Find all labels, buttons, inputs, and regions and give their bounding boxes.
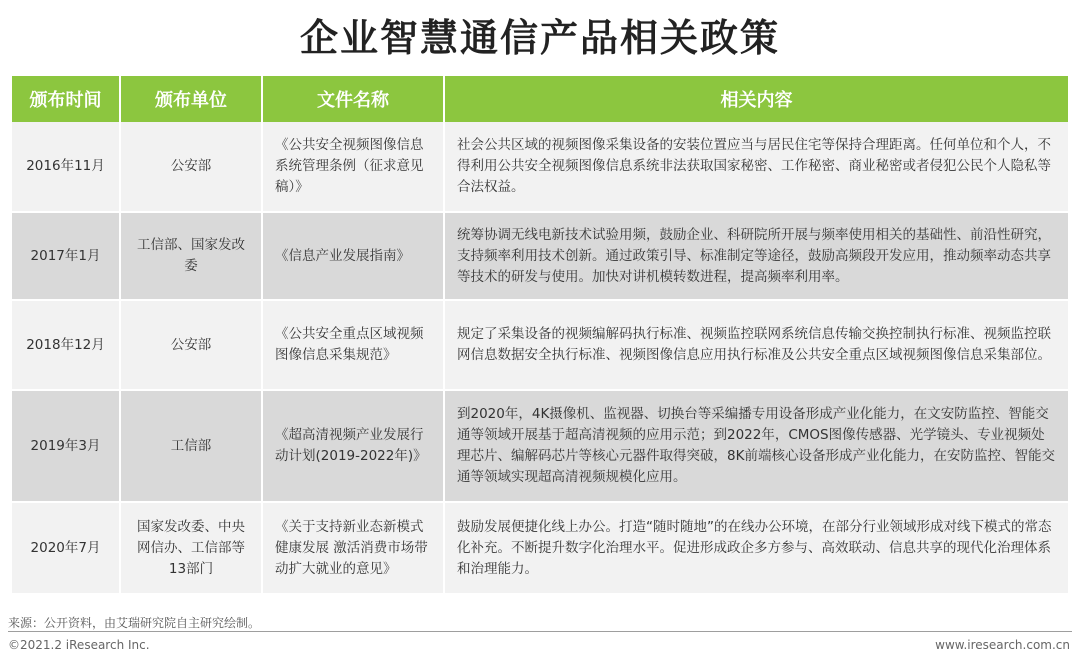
policy-table	[12, 76, 1068, 595]
table-row	[12, 300, 1068, 390]
table-header-row	[12, 76, 1068, 122]
footer-divider	[8, 631, 1072, 632]
source-note: 来源：公开资料，由艾瑞研究院自主研究绘制。	[8, 616, 261, 630]
row-doc: 《关于支持新业态新模式健康发展 激活消费市场带动扩大就业的意见》	[262, 502, 444, 594]
row-unit: 公安部	[120, 300, 262, 390]
row-doc: 《超高清视频产业发展行动计划(2019-2022年)》	[262, 390, 444, 502]
header-content: 相关内容	[444, 76, 1068, 122]
row-date: 2019年3月	[12, 390, 120, 502]
row-content: 统筹协调无线电新技术试验用频，鼓励企业、科研院所开展与频率使用相关的基础性、前沿性研究，支持频率利用技术创新。通过政策引导、标准制定等途径，鼓励高频段开发应用，推动频率动态共享等技术的研发与使用。加快对讲机模转数进程，提高频率利用率。	[444, 212, 1068, 300]
row-date: 2018年12月	[12, 300, 120, 390]
row-content: 规定了采集设备的视频编解码执行标准、视频监控联网系统信息传输交换控制执行标准、视频监控联网信息数据安全执行标准、视频图像信息应用执行标准及公共安全重点区域视频图像信息采集部位。	[444, 300, 1068, 390]
table-row	[12, 212, 1068, 300]
table-row	[12, 122, 1068, 212]
row-date: 2017年1月	[12, 212, 120, 300]
website-url: www.iresearch.com.cn	[935, 638, 1070, 652]
header-date: 颁布时间	[12, 76, 120, 122]
row-content: 到2020年，4K摄像机、监视器、切换台等采编播专用设备形成产业化能力，在文安防监控、智能交通等领域开展基于超高清视频的应用示范；到2022年，CMOS图像传感器、光学镜头、专业视频处理芯片、编解码芯片等核心元器件取得突破，8K前端核心设备形成产业化能力，在安防监控、智能交通等领域实现超高清视频规模化应用。	[444, 390, 1068, 502]
row-unit: 国家发改委、中央网信办、工信部等13部门	[120, 502, 262, 594]
row-content: 社会公共区域的视频图像采集设备的安装位置应当与居民住宅等保持合理距离。任何单位和个人，不得利用公共安全视频图像信息系统非法获取国家秘密、工作秘密、商业秘密或者侵犯公民个人隐私等合法权益。	[444, 122, 1068, 212]
row-date: 2020年7月	[12, 502, 120, 594]
page-title: 企业智慧通信产品相关政策	[299, 16, 780, 60]
header-unit: 颁布单位	[120, 76, 262, 122]
table-row	[12, 502, 1068, 594]
row-unit: 工信部	[120, 390, 262, 502]
row-unit: 工信部、国家发改委	[120, 212, 262, 300]
table-row	[12, 390, 1068, 502]
row-content: 鼓励发展便捷化线上办公。打造“随时随地”的在线办公环境，在部分行业领域形成对线下模式的常态化补充。不断提升数字化治理水平。促进形成政企多方参与、高效联动、信息共享的现代化治理体系和治理能力。	[444, 502, 1068, 594]
row-doc: 《信息产业发展指南》	[262, 212, 444, 300]
row-doc: 《公共安全视频图像信息系统管理条例（征求意见稿）》	[262, 122, 444, 212]
row-doc: 《公共安全重点区域视频图像信息采集规范》	[262, 300, 444, 390]
row-unit: 公安部	[120, 122, 262, 212]
copyright-text: ©2021.2 iResearch Inc.	[8, 638, 150, 652]
header-doc: 文件名称	[262, 76, 444, 122]
row-date: 2016年11月	[12, 122, 120, 212]
